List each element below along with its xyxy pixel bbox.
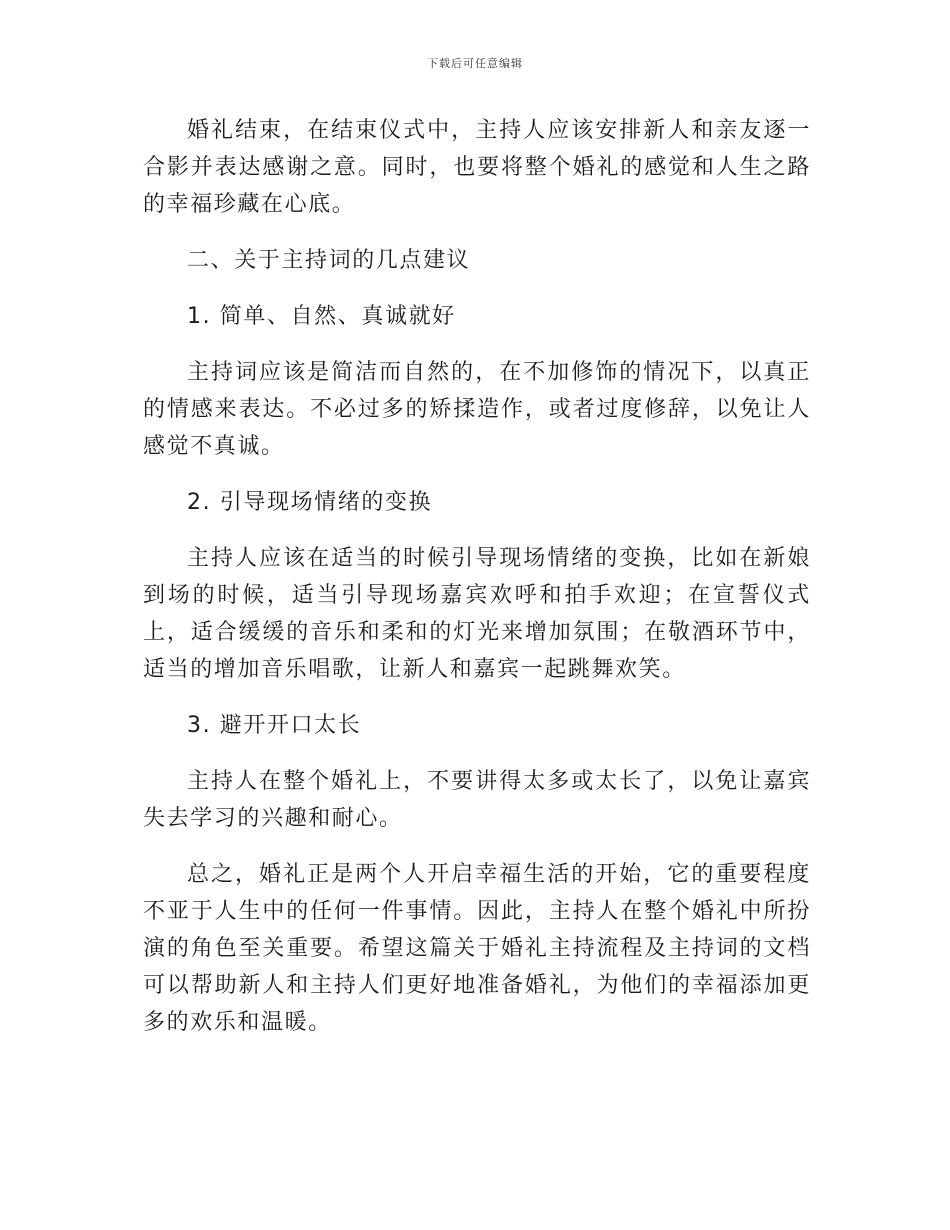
item-3-paragraph: 主持人在整个婚礼上，不要讲得太多或太长了，以免让嘉宾失去学习的兴趣和耐心。 (143, 769, 811, 831)
conclusion-paragraph: 总之，婚礼正是两个人开启幸福生活的开始，它的重要程度不亚于人生中的任何一件事情。因此，主持人在整个婚礼中所扮演的角色至关重要。希望这篇关于婚礼主持流程及主持词的文档可以帮助新人和主持人们更好地准备婚礼，为他们的幸福添加更多的欢乐和温暖。 (143, 862, 811, 1035)
document-body (143, 112, 811, 1060)
page-header: 下载后可任意编辑 (427, 57, 523, 70)
item-2-paragraph: 主持人应该在适当的时候引导现场情绪的变换，比如在新娘到场的时候，适当引导现场嘉宾欢呼和拍手欢迎；在宣誓仪式上，适合缓缓的音乐和柔和的灯光来增加氛围；在敬酒环节中，适当的增加音乐唱歌，让新人和嘉宾一起跳舞欢笑。 (143, 546, 811, 682)
closing-paragraph: 婚礼结束，在结束仪式中，主持人应该安排新人和亲友逐一合影并表达感谢之意。同时，也要将整个婚礼的感觉和人生之路的幸福珍藏在心底。 (143, 118, 811, 217)
item-1-heading: 1. 简单、自然、真诚就好 (187, 304, 456, 329)
item-2-heading: 2. 引导现场情绪的变换 (187, 490, 433, 515)
item-1-paragraph: 主持词应该是简洁而自然的，在不加修饰的情况下，以真正的情感来表达。不必过多的矫揉造作，或者过度修辞，以免让人感觉不真诚。 (143, 360, 811, 459)
section-heading: 二、关于主持词的几点建议 (187, 248, 471, 273)
item-3-heading: 3. 避开开口太长 (187, 713, 362, 738)
